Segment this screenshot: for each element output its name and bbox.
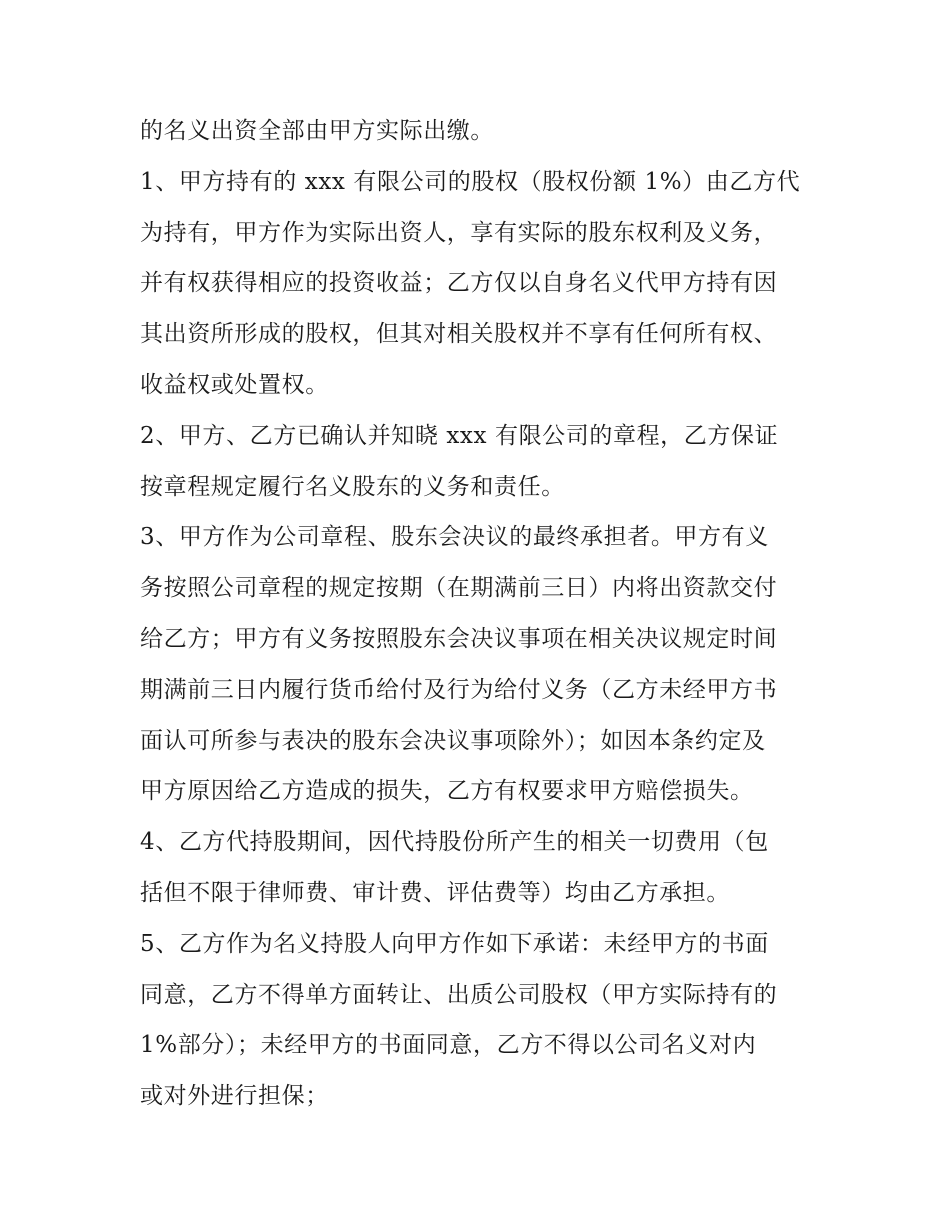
text-line: 的名义出资全部由甲方实际出缴。 <box>140 118 494 144</box>
text-line: 面认可所参与表决的股东会决议事项除外）；如因本条约定及 <box>140 727 766 754</box>
text-line: 给乙方；甲方有义务按照股东会决议事项在相关决议规定时间 <box>140 625 778 652</box>
text-line: 甲方原因给乙方造成的损失，乙方有权要求甲方赔偿损失。 <box>140 778 754 805</box>
text-line: 期满前三日内履行货币给付及行为给付义务（乙方未经甲方书 <box>140 676 778 703</box>
text-line: 同意，乙方不得单方面转让、出质公司股权（甲方实际持有的 <box>140 981 778 1008</box>
text-line: 务按照公司章程的规定按期（在期满前三日）内将出资款交付 <box>140 575 778 602</box>
text-line: 并有权获得相应的投资收益；乙方仅以自身名义代甲方持有因 <box>140 270 778 297</box>
clause-5-line: 5、乙方作为名义持股人向甲方作如下承诺：未经甲方的书面 <box>140 930 769 957</box>
clause-4-line: 4、乙方代持股期间，因代持股份所产生的相关一切费用（包 <box>140 829 769 856</box>
clause-2-line: 2、甲方、乙方已确认并知晓 xxx 有限公司的章程，乙方保证 <box>140 422 779 449</box>
clause-3-line: 3、甲方作为公司章程、股东会决议的最终承担者。甲方有义 <box>140 524 769 551</box>
document-body <box>140 106 830 1122</box>
text-line: 1%部分）；未经甲方的书面同意，乙方不得以公司名义对内 <box>140 1032 757 1059</box>
text-line: 其出资所形成的股权，但其对相关股权并不享有任何所有权、 <box>140 321 778 348</box>
text-line: 按章程规定履行名义股东的义务和责任。 <box>140 473 565 500</box>
text-line: 收益权或处置权。 <box>140 371 329 398</box>
text-line: 为持有，甲方作为实际出资人，享有实际的股东权利及义务， <box>140 219 778 246</box>
clause-1-line: 1、甲方持有的 xxx 有限公司的股权（股权份额 1%）由乙方代 <box>140 168 801 195</box>
text-line: 括但不限于律师费、审计费、评估费等）均由乙方承担。 <box>140 879 730 906</box>
text-line: 或对外进行担保； <box>140 1083 329 1110</box>
